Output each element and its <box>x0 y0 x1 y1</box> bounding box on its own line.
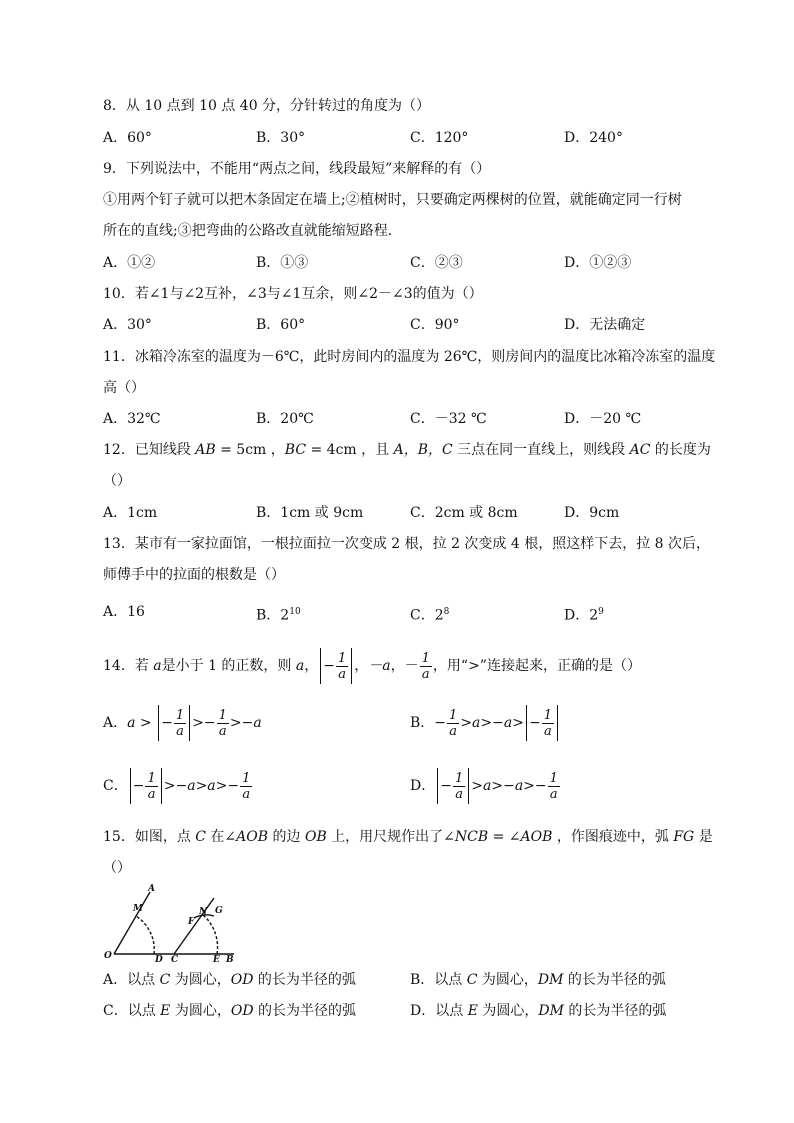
q15-line2: （） <box>103 860 131 876</box>
q8-option-d[interactable]: D．240° <box>564 130 623 146</box>
label-b: B <box>226 955 234 962</box>
q15-option-d[interactable]: D．以点 E 为圆心，DM 的长为半径的弧 <box>410 1003 667 1019</box>
q13-stem: 13．某市有一家拉面馆，一根拉面拉一次变成 2 根，拉 2 次变成 4 根，照这样下去，拉 8 次后， <box>103 536 711 552</box>
q12-option-b[interactable]: B．1cm 或 9cm <box>256 505 364 521</box>
q9-option-c[interactable]: C．②③ <box>410 255 463 271</box>
q12-option-a[interactable]: A．1cm <box>103 505 158 521</box>
q8-option-b[interactable]: B．30° <box>256 130 306 146</box>
label-f: F <box>188 917 195 927</box>
q11-option-c[interactable]: C．－32 ℃ <box>410 411 487 427</box>
q9-option-b[interactable]: B．①③ <box>256 255 309 271</box>
q10-option-d[interactable]: D．无法确定 <box>564 317 646 333</box>
label-c: C <box>171 955 179 962</box>
q14-option-b[interactable]: B．− $\frac{1}{a}$ >a>−a> − $\frac{1}{a}$ <box>410 705 560 741</box>
q9-line3: 所在的直线;③把弯曲的公路改直就能缩短路程． <box>103 223 402 239</box>
q15-option-b[interactable]: B．以点 C 为圆心，DM 的长为半径的弧 <box>410 972 666 988</box>
q8-option-c[interactable]: C．120° <box>410 130 469 146</box>
q12-stem: 12．已知线段 AB = 5cm ，BC = 4cm ，且 A，B，C 三点在同一直线上，则线段 AC 的长度为 <box>103 442 711 458</box>
construction-figure <box>102 884 242 962</box>
arc-dm <box>136 916 154 954</box>
q13-option-c[interactable]: C．$2^8$ <box>410 607 450 624</box>
q9-option-a[interactable]: A．①② <box>103 255 156 271</box>
arc-e <box>202 914 218 954</box>
q14-option-c[interactable]: C． − $\frac{1}{a}$ >−a>a>− $\frac{1}{a}$ <box>103 768 253 804</box>
label-g: G <box>215 906 223 916</box>
q10-option-b[interactable]: B．60° <box>256 317 306 333</box>
abs-neg-reciprocal: − $\frac{1}{a}$ <box>320 648 352 684</box>
q11-line2: 高（） <box>103 380 145 396</box>
q11-option-b[interactable]: B．20℃ <box>256 411 314 427</box>
q14-option-d[interactable]: D． − $\frac{1}{a}$ >a>−a>− $\frac{1}{a}$ <box>410 768 561 804</box>
q15-option-a[interactable]: A．以点 C 为圆心，OD 的长为半径的弧 <box>103 972 356 988</box>
q11-stem: 11．冰箱冷冻室的温度为－6℃，此时房间内的温度为 26℃，则房间内的温度比冰箱冷冻室的温度 <box>103 349 716 365</box>
q10-stem: 10．若∠1与∠2互补，∠3与∠1互余，则∠2－∠3的值为（） <box>103 286 483 302</box>
q12-option-d[interactable]: D．9cm <box>564 505 620 521</box>
q11-option-d[interactable]: D．－20 ℃ <box>564 411 642 427</box>
q8-option-a[interactable]: A．60° <box>103 130 152 146</box>
q15-option-c[interactable]: C．以点 E 为圆心，OD 的长为半径的弧 <box>103 1003 357 1019</box>
label-o: O <box>104 951 112 961</box>
q13-option-b[interactable]: B．$2^{10}$ <box>256 607 301 624</box>
q10-option-a[interactable]: A．30° <box>103 317 152 333</box>
label-m: M <box>133 904 143 914</box>
q9-line2: ①用两个钉子就可以把木条固定在墙上;②植树时，只要确定两棵树的位置，就能确定同一行树 <box>103 192 682 208</box>
q8-stem: 8．从 10 点到 10 点 40 分，分针转过的角度为（） <box>103 98 431 114</box>
q12-option-c[interactable]: C．2cm 或 8cm <box>410 505 518 521</box>
q15-stem: 15．如图，点 C 在∠AOB 的边 OB 上，用尺规作出了∠NCB = ∠AOB ，作图痕迹中，弧 FG 是 <box>103 829 713 845</box>
q14-stem: 14．若 a是小于 1 的正数，则 a， − $\frac{1}{a}$ ，－a，－ $\frac{1}{a}$ ，用“>”连接起来，正确的是（） <box>103 648 641 684</box>
label-a: A <box>148 884 155 894</box>
q9-option-d[interactable]: D．①②③ <box>564 255 632 271</box>
q9-stem: 9．下列说法中，不能用“两点之间，线段最短”来解释的有（） <box>103 161 491 177</box>
q14-option-a[interactable]: A．a > − $\frac{1}{a}$ >− $\frac{1}{a}$ >−a <box>103 705 262 741</box>
q10-option-c[interactable]: C．90° <box>410 317 460 333</box>
q13-line2: 师傅手中的拉面的根数是（） <box>103 567 285 583</box>
q12-line2: （） <box>103 473 131 489</box>
ray-oa <box>114 892 150 954</box>
q13-option-d[interactable]: D．$2^9$ <box>564 607 604 624</box>
q13-option-a[interactable]: A．16 <box>103 604 145 620</box>
label-e: E <box>213 955 220 962</box>
q11-option-a[interactable]: A．32℃ <box>103 411 161 427</box>
label-n: N <box>199 907 208 917</box>
label-d: D <box>155 955 163 962</box>
